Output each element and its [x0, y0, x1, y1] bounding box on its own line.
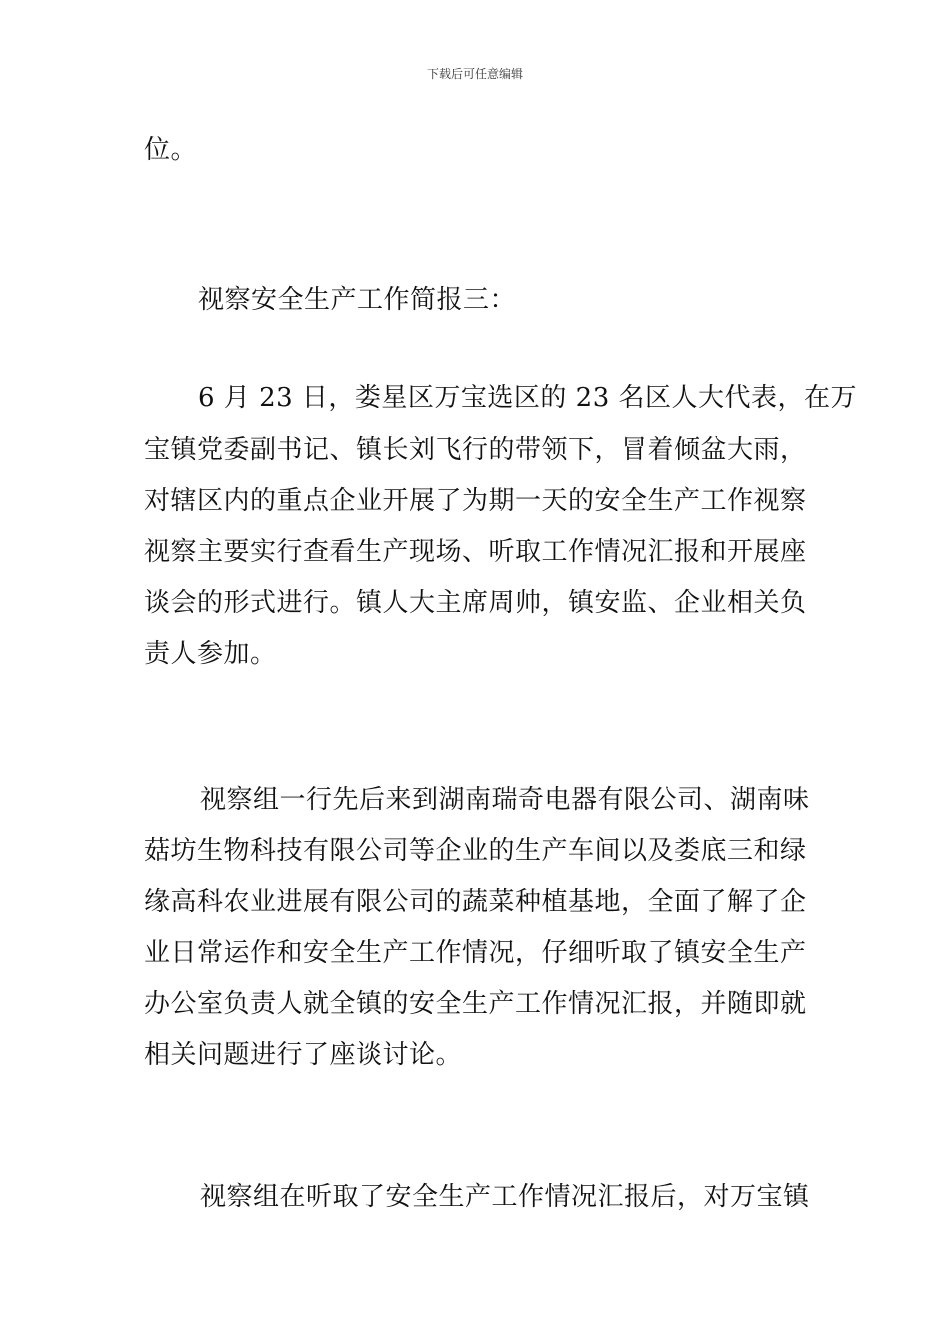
text-line: 菇坊生物科技有限公司等企业的生产车间以及娄底三和绿 — [144, 836, 807, 866]
text-line: 谈会的形式进行。镇人大主席周帅，镇安监、企业相关负 — [144, 588, 807, 618]
text-line: 视察组在听取了安全生产工作情况汇报后，对万宝镇 — [200, 1182, 810, 1212]
text-line: 相关问题进行了座谈讨论。 — [144, 1040, 463, 1070]
section-title: 视察安全生产工作简报三： — [198, 285, 517, 315]
text-line: 业日常运作和安全生产工作情况，仔细听取了镇安全生产 — [144, 938, 807, 968]
text-line: 缘高科农业进展有限公司的蔬菜种植基地，全面了解了企 — [144, 887, 807, 917]
text-line: 责人参加。 — [144, 639, 277, 669]
page-header: 下载后可任意编辑 — [426, 67, 523, 81]
text-line: 6 月 23 日，娄星区万宝选区的 23 名区人大代表，在万 — [198, 383, 858, 413]
text-line: 位。 — [144, 135, 198, 165]
text-line: 对辖区内的重点企业开展了为期一天的安全生产工作视察 — [144, 486, 807, 516]
text-line: 视察组一行先后来到湖南瑞奇电器有限公司、湖南味 — [200, 785, 810, 815]
text-line: 宝镇党委副书记、镇长刘飞行的带领下，冒着倾盆大雨， — [144, 435, 807, 465]
text-line: 办公室负责人就全镇的安全生产工作情况汇报，并随即就 — [144, 989, 807, 1019]
text-line: 视察主要实行查看生产现场、听取工作情况汇报和开展座 — [144, 537, 807, 567]
